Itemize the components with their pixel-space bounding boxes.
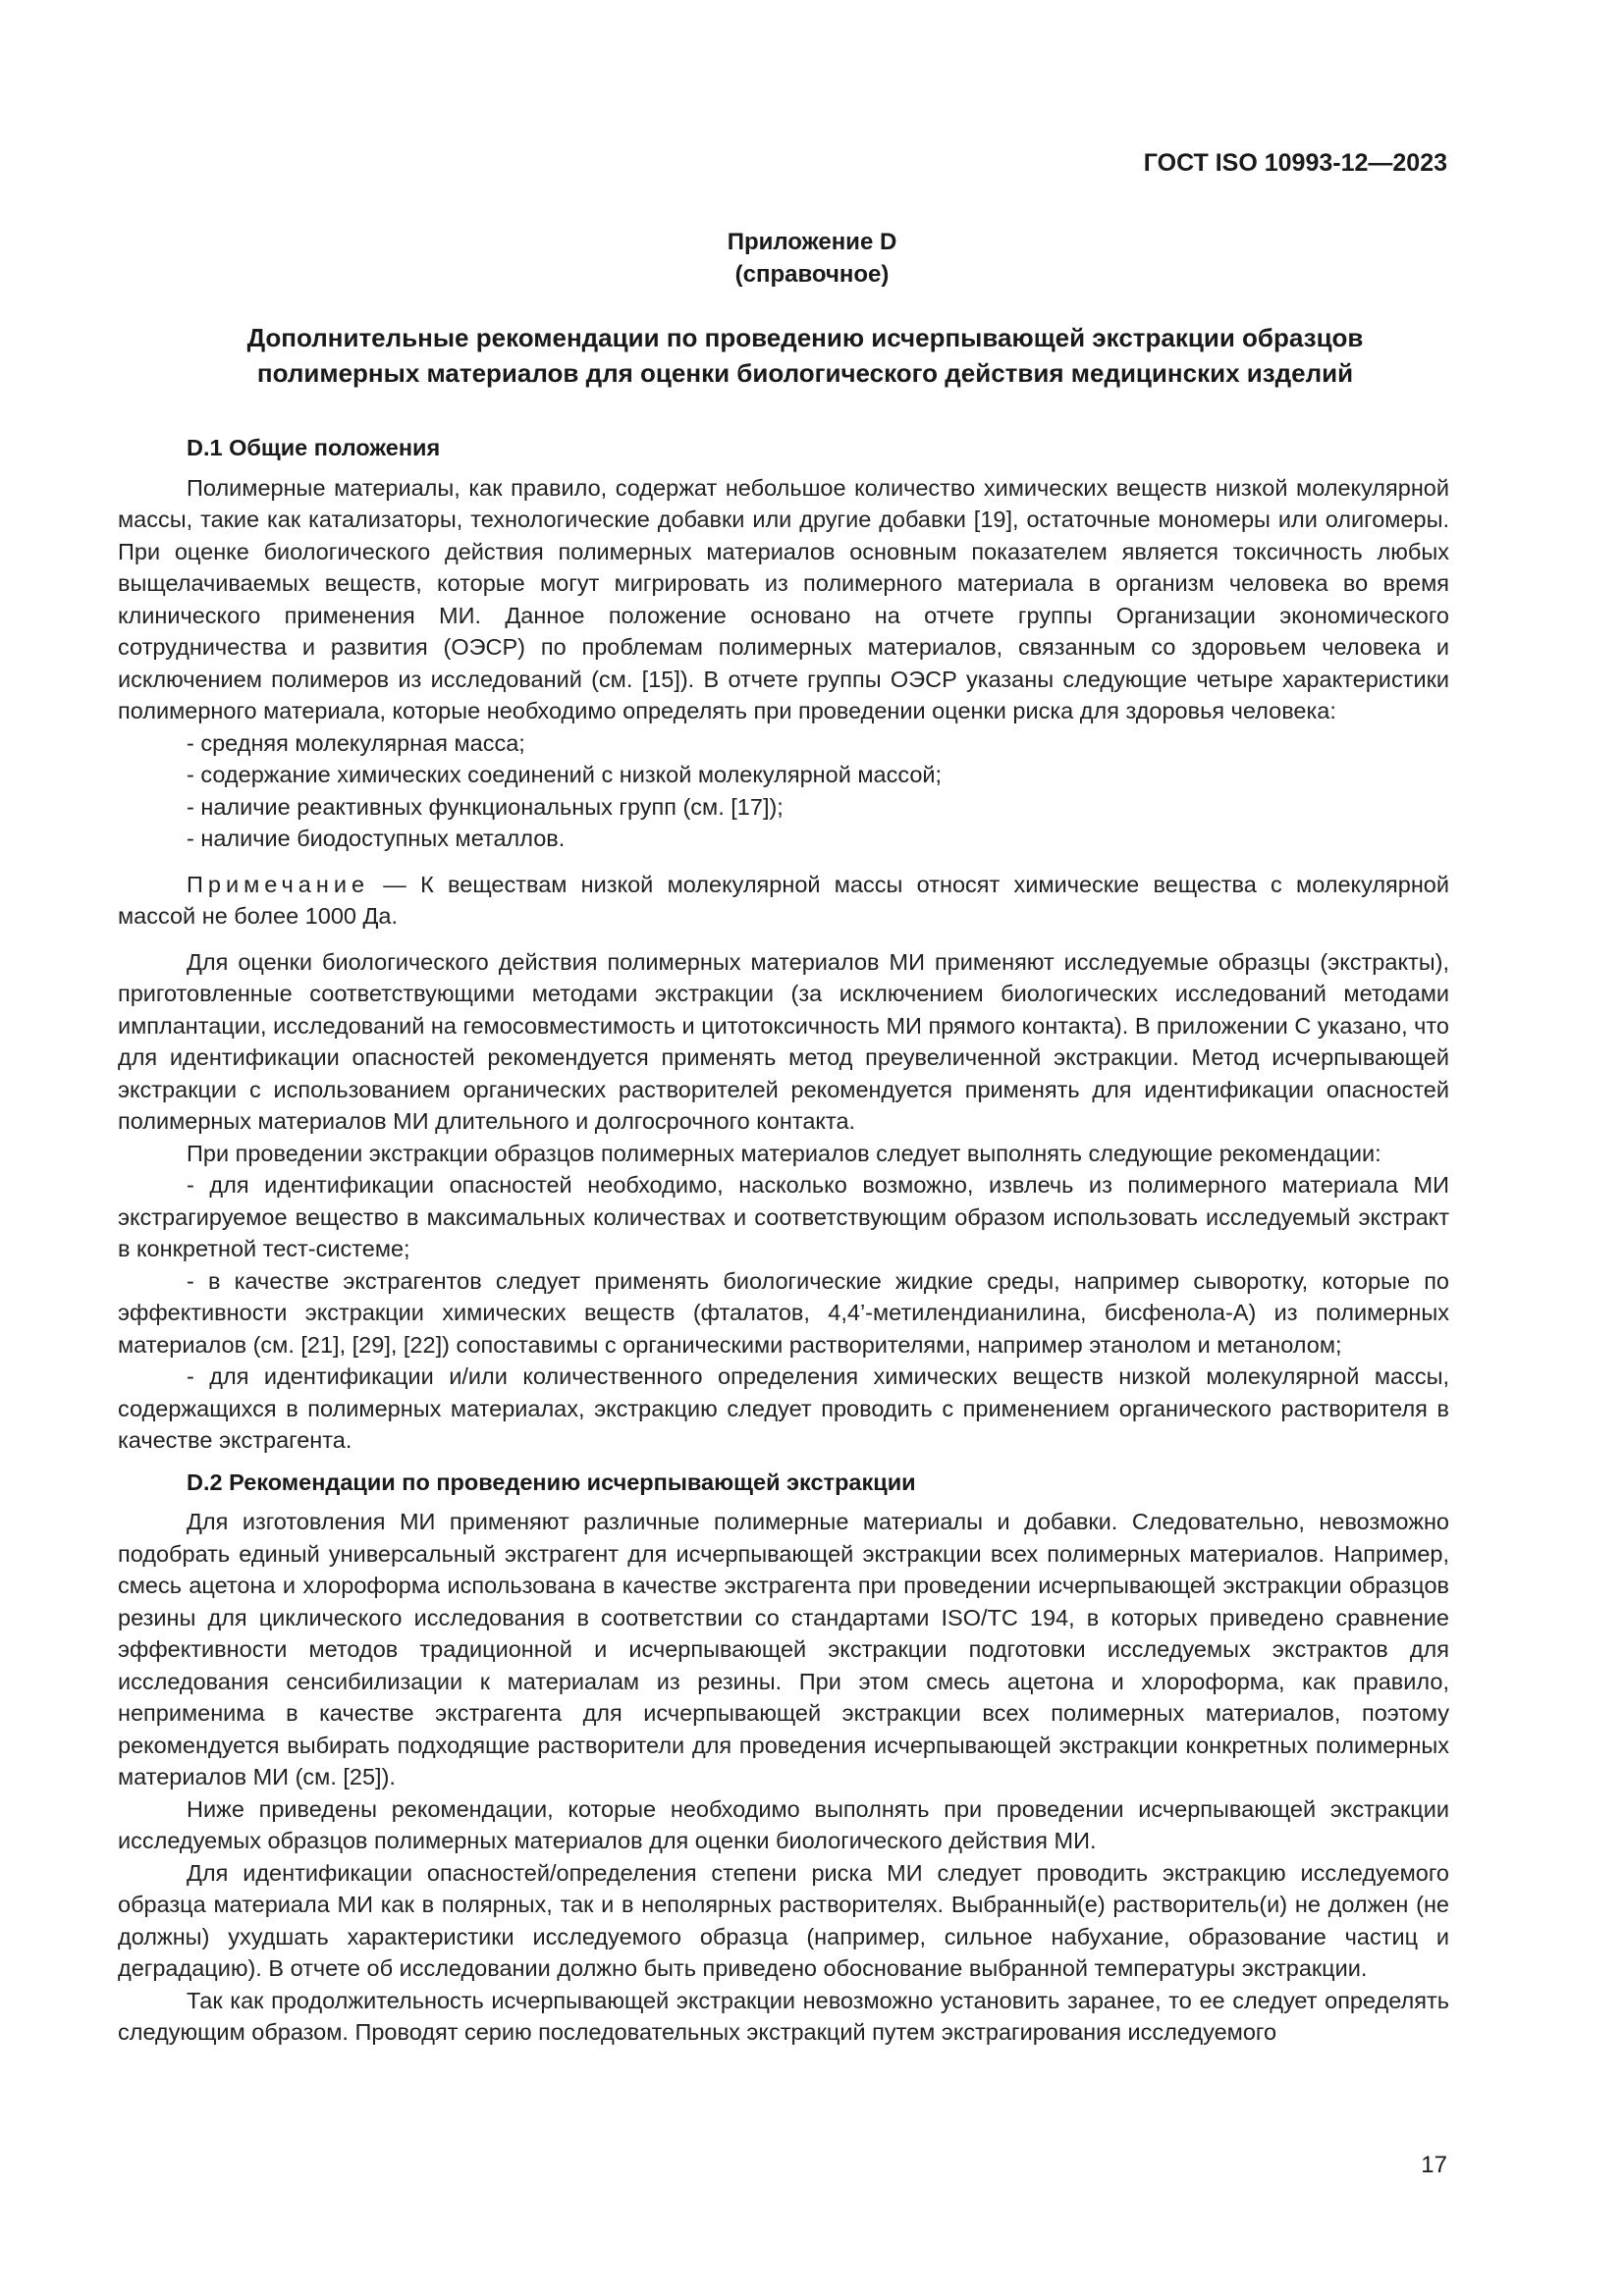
document-title <box>157 320 1453 391</box>
standard-designation: ГОСТ ISO 10993-12—2023 <box>1143 149 1447 177</box>
list-item: - наличие биодоступных металлов. <box>187 826 566 851</box>
list-item: - содержание химических соединений с низкой молекулярной массой; <box>187 762 943 787</box>
note-label: Примечание <box>187 871 370 897</box>
paragraph: Так как продолжительность исчерпывающей экстракции невозможно установить заранее, то ее следует определять следующим образом. Проводят серию последовательных экстракций путем экстрагирования исследуемого <box>118 1987 1449 2045</box>
paragraph: Для идентификации опасностей/определения степени риска МИ следует проводить экстракцию исследуемого образца материала МИ как в полярных, так и в неполярных растворителях. Выбранный(е) растворитель(и) не должен (не должны) ухудшать характеристики исследуемого образца (например, сильное набухание, образование частиц и деградацию). В отчете об исследовании должно быть приведено обоснование выбранной температуры экстракции. <box>118 1859 1449 1981</box>
recommendation-item: - для идентификации и/или количественного определения химических веществ низкой молекулярной массы, содержащихся в полимерных материалах, экстракцию следует проводить с применением органического растворителя в качестве экстрагента. <box>118 1363 1449 1453</box>
list-item: - наличие реактивных функциональных групп (см. [17]); <box>187 793 784 820</box>
document-body <box>118 432 1449 2049</box>
annex-heading <box>0 226 1624 291</box>
annex-type: (справочное) <box>734 261 890 288</box>
paragraph: При проведении экстракции образцов полимерных материалов следует выполнять следующие рекомендации: <box>187 1140 1381 1166</box>
list-item: - средняя молекулярная масса; <box>187 729 525 756</box>
section-heading-d1: D.1 Общие положения <box>187 435 441 460</box>
paragraph: Для оценки биологического действия полимерных материалов МИ применяют исследуемые образцы (экстракты), приготовленные соответствующими методами экстракции (за исключением биологических исследований методами имплантации, исследований на гемосовместимость и цитотоксичность МИ прямого контакта). В приложении С указано, что для идентификации опасностей рекомендуется применять метод преувеличенной экстракции. Метод исчерпывающей экстракции с использованием органических растворителей рекомендуется применять для идентификации опасностей полимерных материалов МИ длительного и долгосрочного контакта. <box>118 948 1449 1134</box>
title-line-1: Дополнительные рекомендации по проведению исчерпывающей экстракции образцов <box>246 323 1364 352</box>
paragraph: Полимерные материалы, как правило, содержат небольшое количество химических веществ низкой молекулярной массы, такие как катализаторы, технологические добавки или другие добавки [19], остаточные мономеры или олигомеры. При оценке биологического действия полимерных материалов основным показателем является токсичность любых выщелачиваемых веществ, которые могут мигрировать из полимерного материала в организм человека во время клинического применения МИ. Данное положение основано на отчете группы Организации экономического сотрудничества и развития (ОЭСР) по проблемам полимерных материалов, связанным со здоровьем человека и исключением полимеров из исследований (см. [15]). В отчете группы ОЭСР указаны следующие четыре характеристики полимерного материала, которые необходимо определять при проведении оценки риска для здоровья человека: <box>118 474 1449 723</box>
note-text: — К веществам низкой молекулярной массы относят химические вещества с молекулярной массой не более 1000 Да. <box>118 871 1449 929</box>
paragraph: Ниже приведены рекомендации, которые необходимо выполнять при проведении исчерпывающей экстракции исследуемых образцов полимерных материалов для оценки биологического действия МИ. <box>118 1795 1449 1853</box>
page-number: 17 <box>1421 2152 1447 2178</box>
paragraph: Для изготовления МИ применяют различные полимерные материалы и добавки. Следовательно, невозможно подобрать единый универсальный экстрагент для исчерпывающей экстракции всех полимерных материалов. Например, смесь ацетона и хлороформа использована в качестве экстрагента при проведении исчерпывающей экстракции образцов резины для циклического исследования в соответствии со стандартами ISO/TC 194, в которых приведено сравнение эффективности методов традиционной и исчерпывающей экстракции подготовки исследуемых экстрактов для исследования сенсибилизации к материалам из резины. При этом смесь ацетона и хлороформа, как правило, неприменима в качестве экстрагента для исчерпывающей экстракции всех полимерных материалов, поэтому рекомендуется выбирать подходящие растворители для проведения исчерпывающей экстракции конкретных полимерных материалов МИ (см. [25]). <box>118 1509 1449 1789</box>
recommendation-item: - для идентификации опасностей необходимо, насколько возможно, извлечь из полимерного материала МИ экстрагируемое вещество в максимальных количествах и соответствующим образом использовать исследуемый экстракт в конкретной тест-системе; <box>118 1172 1449 1261</box>
title-line-2: полимерных материалов для оценки биологического действия медицинских изделий <box>256 358 1354 388</box>
section-heading-d2: D.2 Рекомендации по проведению исчерпывающей экстракции <box>187 1468 916 1495</box>
note <box>118 869 1449 933</box>
recommendation-item: - в качестве экстрагентов следует применять биологические жидкие среды, например сыворотку, которые по эффективности экстракции химических веществ (фталатов, 4,4’-метилендианилина, бисфенола-А) из полимерных материалов (см. [21], [29], [22]) сопоставимы с органическими растворителями, например этанолом и метанолом; <box>118 1267 1449 1358</box>
annex-title: Приложение D <box>727 229 897 255</box>
